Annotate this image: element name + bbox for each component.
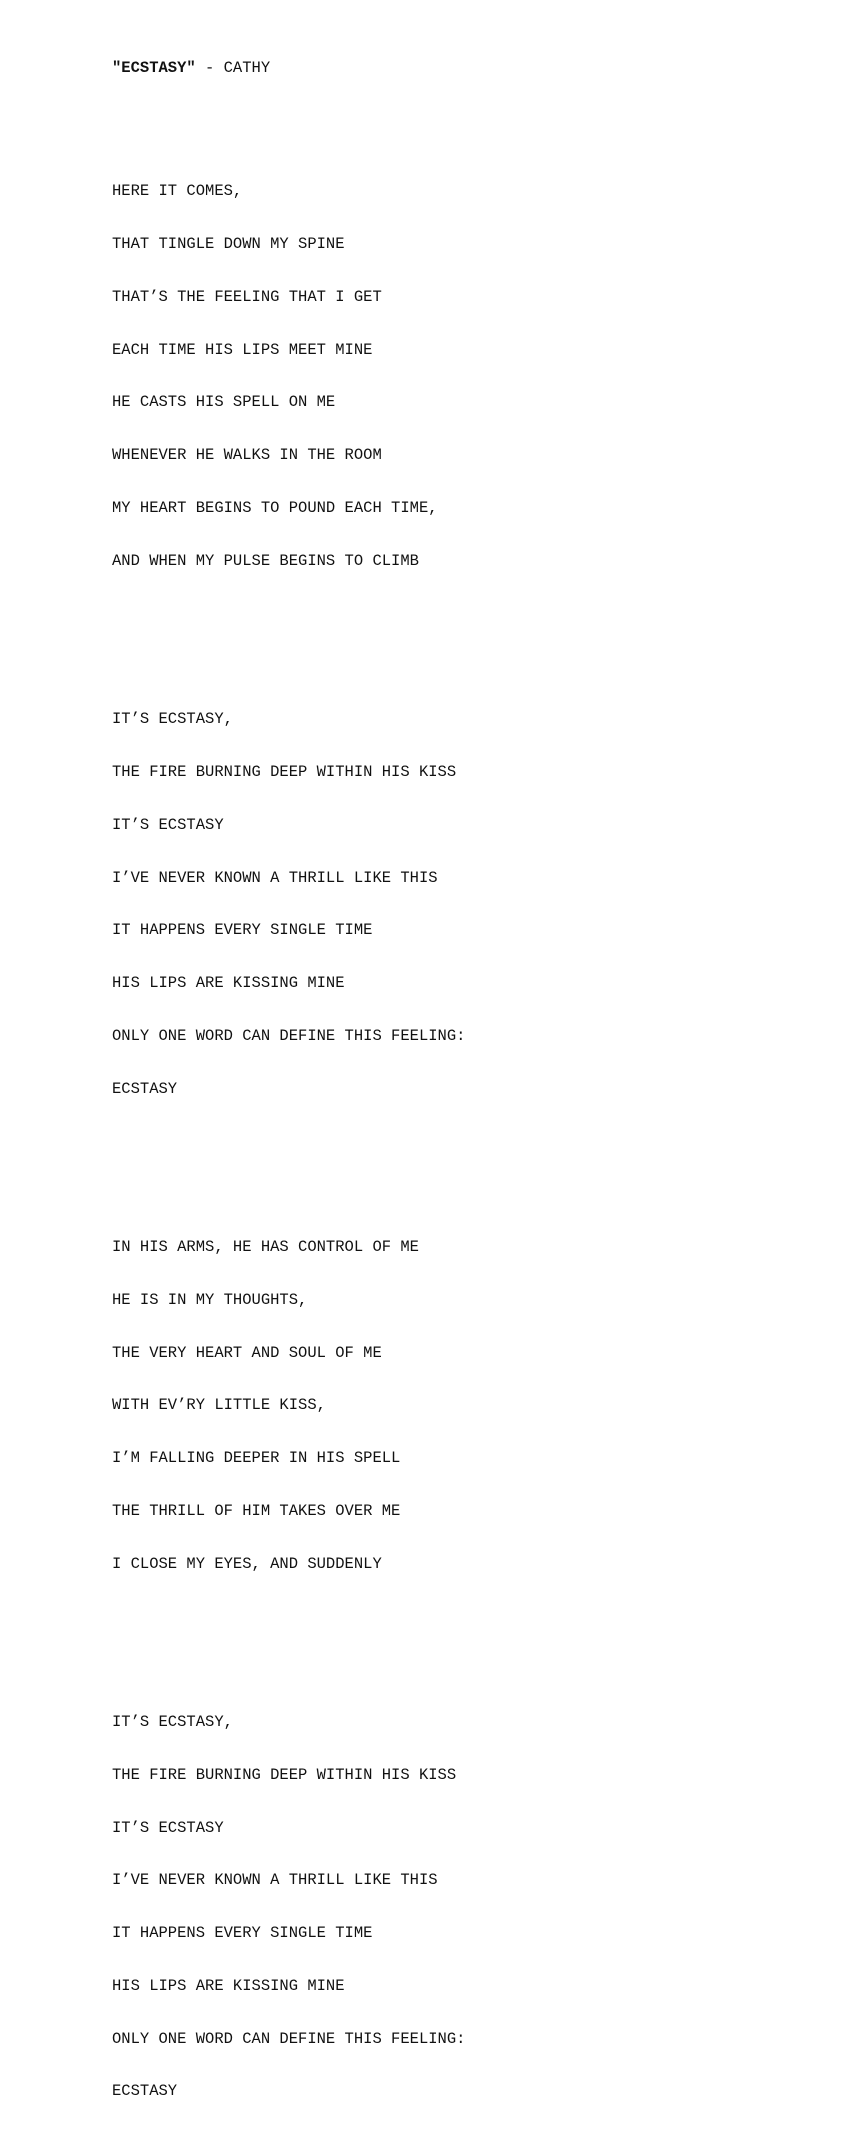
lyrics-page: [112, 25, 465, 2154]
stanza-3: [112, 1204, 465, 1609]
lyric-line: ECSTASY: [112, 2082, 178, 2101]
lyric-line: ONLY ONE WORD CAN DEFINE THIS FEELING:: [112, 2029, 466, 2048]
lyric-line: MY HEART BEGINS TO POUND EACH TIME,: [112, 499, 438, 518]
lyric-line: THE THRILL OF HIM TAKES OVER ME: [112, 1501, 401, 1520]
lyric-line: THE VERY HEART AND SOUL OF ME: [112, 1343, 382, 1362]
lyric-line: WITH EV’RY LITTLE KISS,: [112, 1396, 326, 1415]
lyric-line: HERE IT COMES,: [112, 182, 243, 201]
lyric-line: THAT’S THE FEELING THAT I GET: [112, 287, 382, 306]
song-title: "ECSTASY": [112, 59, 196, 78]
lyric-line: WHENEVER HE WALKS IN THE ROOM: [112, 446, 382, 465]
lyric-line: THE FIRE BURNING DEEP WITHIN HIS KISS: [112, 1765, 457, 1784]
lyric-line: IT’S ECSTASY: [112, 1818, 224, 1837]
lyric-line: IN HIS ARMS, HE HAS CONTROL OF ME: [112, 1237, 419, 1256]
lyric-line: HE CASTS HIS SPELL ON ME: [112, 393, 336, 412]
lyric-line: IT HAPPENS EVERY SINGLE TIME: [112, 1924, 373, 1943]
lyric-line: IT’S ECSTASY,: [112, 710, 233, 729]
song-heading: [112, 60, 465, 78]
stanza-2: [112, 676, 465, 1133]
lyric-line: I CLOSE MY EYES, AND SUDDENLY: [112, 1554, 382, 1573]
lyric-line: HE IS IN MY THOUGHTS,: [112, 1290, 308, 1309]
stanza-1: [112, 148, 465, 605]
lyric-line: I’VE NEVER KNOWN A THRILL LIKE THIS: [112, 1871, 438, 1890]
lyric-line: I’M FALLING DEEPER IN HIS SPELL: [112, 1449, 401, 1468]
lyric-line: HIS LIPS ARE KISSING MINE: [112, 974, 345, 993]
lyric-line: ONLY ONE WORD CAN DEFINE THIS FEELING:: [112, 1026, 466, 1045]
lyric-line: HIS LIPS ARE KISSING MINE: [112, 1976, 345, 1995]
lyric-line: EACH TIME HIS LIPS MEET MINE: [112, 340, 373, 359]
lyric-line: AND WHEN MY PULSE BEGINS TO CLIMB: [112, 551, 419, 570]
lyric-line: THE FIRE BURNING DEEP WITHIN HIS KISS: [112, 762, 457, 781]
character-name: CATHY: [223, 59, 271, 78]
lyric-line: IT HAPPENS EVERY SINGLE TIME: [112, 921, 373, 940]
lyric-line: ECSTASY: [112, 1079, 178, 1098]
lyric-line: I’VE NEVER KNOWN A THRILL LIKE THIS: [112, 868, 438, 887]
stanza-4: [112, 1679, 465, 2136]
heading-separator: -: [195, 59, 224, 78]
lyric-line: THAT TINGLE DOWN MY SPINE: [112, 235, 345, 254]
lyric-line: IT’S ECSTASY: [112, 815, 224, 834]
lyric-line: IT’S ECSTASY,: [112, 1713, 233, 1731]
